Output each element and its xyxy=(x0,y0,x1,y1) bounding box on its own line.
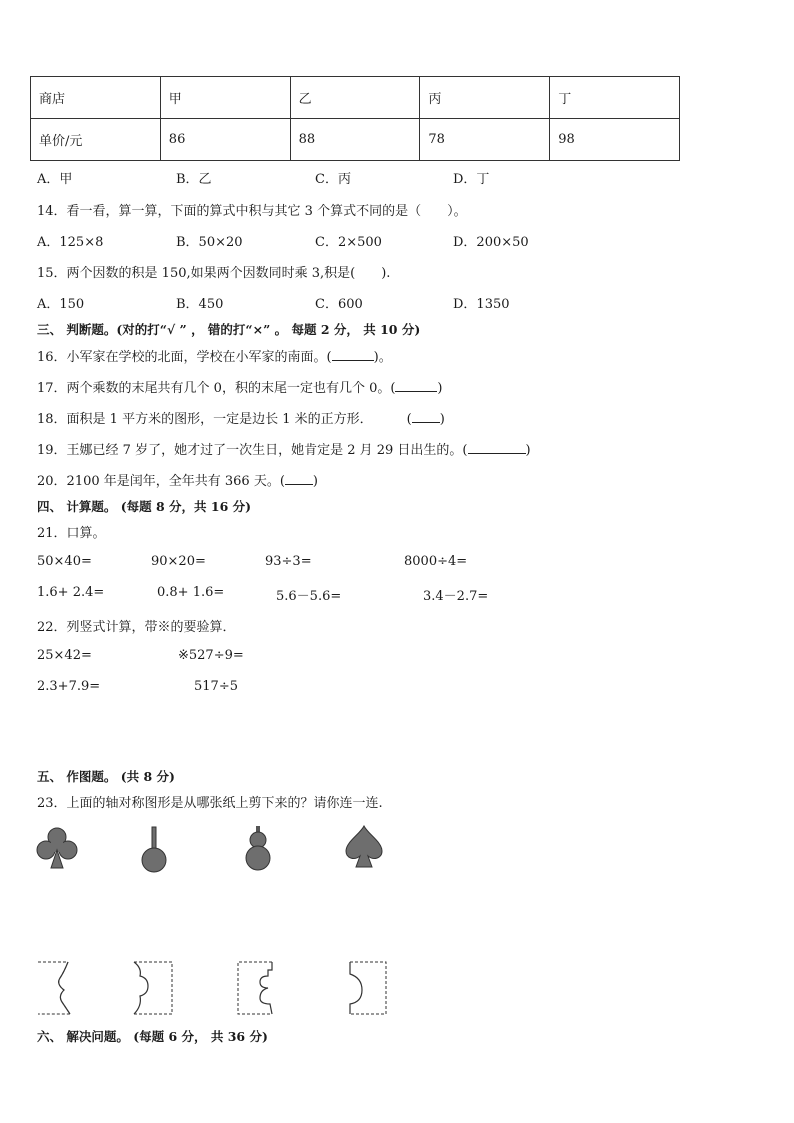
q22-item: 25×42= xyxy=(37,648,92,663)
q16-answer-blank[interactable] xyxy=(332,349,374,361)
q16 xyxy=(37,346,392,365)
q18-start: ( xyxy=(406,412,412,427)
q20 xyxy=(37,470,318,489)
q14-option-d: D．200×50 xyxy=(453,235,529,250)
q13-option-a: A．甲 xyxy=(37,172,73,187)
table-row xyxy=(31,77,680,119)
table-cell: 单价/元 xyxy=(31,119,161,161)
club-icon xyxy=(36,826,78,870)
q19-end: ) xyxy=(525,443,531,458)
table-cell: 甲 xyxy=(160,77,290,119)
table-cell: 丁 xyxy=(550,77,680,119)
gourd-icon xyxy=(244,826,272,872)
q21-item: 50×40= xyxy=(37,554,92,569)
cut-paper-2-icon xyxy=(130,960,174,1016)
q21-item: 3.4－2.7= xyxy=(423,589,489,604)
table-cell: 88 xyxy=(290,119,420,161)
q15-stem: 15．两个因数的积是 150,如果两个因数同时乘 3,积是( ). xyxy=(37,266,391,281)
table-row xyxy=(31,119,680,161)
table-cell: 78 xyxy=(420,119,550,161)
spade-icon xyxy=(342,824,386,870)
q16-end: )。 xyxy=(373,350,392,365)
table-cell: 乙 xyxy=(290,77,420,119)
table-cell: 98 xyxy=(550,119,680,161)
q18 xyxy=(37,408,445,427)
q21-item: 90×20= xyxy=(151,554,206,569)
q18-answer-blank[interactable] xyxy=(412,411,440,423)
q21-item: 1.6+ 2.4= xyxy=(37,585,105,600)
q18-end: ) xyxy=(439,412,445,427)
section-6-title: 六、 解决问题。 (每题 6 分， 共 36 分) xyxy=(37,1029,268,1044)
cut-paper-3-icon xyxy=(236,960,280,1016)
table-cell: 86 xyxy=(160,119,290,161)
cut-paper-4-icon xyxy=(344,960,388,1016)
price-table xyxy=(30,76,680,161)
q22-item: ※527÷9= xyxy=(178,648,244,663)
q21-item: 0.8+ 1.6= xyxy=(157,585,225,600)
q17-text: 17．两个乘数的末尾共有几个 0，积的末尾一定也有几个 0。( xyxy=(37,381,396,396)
table-cell: 商店 xyxy=(31,77,161,119)
q19-text: 19．王娜已经 7 岁了，她才过了一次生日，她肯定是 2 月 29 日出生的。( xyxy=(37,443,468,458)
q15-option-b: B．450 xyxy=(176,297,224,312)
q22-stem: 22．列竖式计算，带※的要验算． xyxy=(37,620,236,635)
q22-item: 2.3+7.9= xyxy=(37,679,101,694)
q17 xyxy=(37,377,443,396)
q21-stem: 21．口算。 xyxy=(37,526,106,541)
q14-option-a: A．125×8 xyxy=(37,235,104,250)
q14-option-c: C．2×500 xyxy=(315,235,382,250)
q21-item: 93÷3= xyxy=(265,554,312,569)
lollipop-icon xyxy=(140,826,168,874)
table-cell: 丙 xyxy=(420,77,550,119)
q19-answer-blank[interactable] xyxy=(468,442,526,454)
section-4-title: 四、 计算题。 (每题 8 分，共 16 分) xyxy=(37,499,252,514)
q13-option-b: B．乙 xyxy=(176,172,212,187)
q23-stem: 23．上面的轴对称图形是从哪张纸上剪下来的？请你连一连. xyxy=(37,796,383,811)
q13-option-c: C．丙 xyxy=(315,172,351,187)
q21-item: 5.6－5.6= xyxy=(276,589,342,604)
cut-paper-1-icon xyxy=(36,960,80,1016)
section-5-title: 五、 作图题。 (共 8 分) xyxy=(37,769,175,784)
q17-answer-blank[interactable] xyxy=(395,380,437,392)
q20-end: ) xyxy=(312,474,318,489)
q18-text: 18．面积是 1 平方米的图形，一定是边长 1 米的正方形． xyxy=(37,412,373,427)
q20-answer-blank[interactable] xyxy=(285,473,313,485)
q15-option-c: C．600 xyxy=(315,297,363,312)
q20-text: 20．2100 年是闰年，全年共有 366 天。( xyxy=(37,474,285,489)
q21-item: 8000÷4= xyxy=(404,554,468,569)
q19 xyxy=(37,439,531,458)
q16-text: 16．小军家在学校的北面，学校在小军家的南面。( xyxy=(37,350,332,365)
section-3-title: 三、 判断题。(对的打“√ ” ， 错的打“×” 。 每题 2 分， 共 10 分) xyxy=(37,322,421,337)
q17-end: ) xyxy=(437,381,443,396)
q15-option-a: A．150 xyxy=(37,297,85,312)
q14-stem: 14．看一看，算一算，下面的算式中积与其它 3 个算式不同的是（ ）。 xyxy=(37,204,467,219)
q14-option-b: B．50×20 xyxy=(176,235,243,250)
q22-item: 517÷5 xyxy=(194,679,238,694)
q15-option-d: D．1350 xyxy=(453,297,510,312)
q13-option-d: D．丁 xyxy=(453,172,490,187)
